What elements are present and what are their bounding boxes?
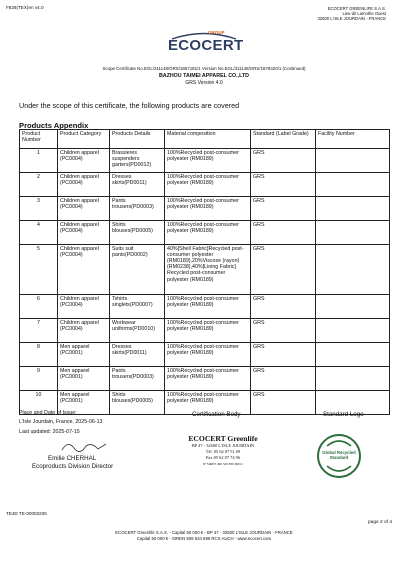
cell-material-composition: 40%[Shell Fabric]Recycled post-consumer polyester (RM0189),20%Viscose (rayon)(RM0238),40%[Lining Fabric] Recycled post-consumer polyester (RM0189) (165, 245, 251, 295)
cell-standard: GRS (251, 245, 316, 295)
cell-standard: GRS (251, 367, 316, 391)
cell-facility-number (316, 245, 390, 295)
cell-product-category: Children apparel (PC0004) (58, 245, 110, 295)
cell-products-details: Dresses skirts(PD0011) (110, 343, 165, 367)
cell-product-number: 8 (20, 343, 58, 367)
stamp-line: N°SIRET 499 529 839 00011 (202, 462, 244, 466)
cell-product-category: Men apparel (PC0001) (58, 391, 110, 415)
grs-logo-line: Standard (329, 455, 349, 460)
cell-product-category: Children apparel (PC0004) (58, 319, 110, 343)
cell-facility-number (316, 319, 390, 343)
table-header-row (20, 130, 390, 149)
footer-line: Capital 50 000 € - SIREN 509 534 696 RCS AUCH - www.ecocert.com (136, 536, 272, 541)
cell-standard: GRS (251, 319, 316, 343)
cell-product-number: 1 (20, 149, 58, 173)
cell-product-category: Children apparel (PC0004) (58, 173, 110, 197)
cell-material-composition: 100%Recycled post-consumer polyester (RM0189) (165, 173, 251, 197)
ecocert-logo (168, 30, 244, 60)
cell-products-details: Brassieres suspenders garters(PD0012) (110, 149, 165, 173)
table-row (20, 221, 390, 245)
cell-material-composition: 100%Recycled post-consumer polyester (RM0189) (165, 319, 251, 343)
cell-standard: GRS (251, 173, 316, 197)
cell-product-number: 6 (20, 295, 58, 319)
appendix-title: Products Appendix (19, 121, 89, 130)
company-name: BAZHOU TAIMEI APPAREL CO.,LTD (158, 73, 250, 79)
stamp-title: ECOCERT Greenlife (188, 434, 258, 443)
place-date-label: Place and Date of Issue: (19, 410, 77, 416)
cell-product-category: Children apparel (PC0004) (58, 197, 110, 221)
cell-material-composition: 100%Recycled post-consumer polyester (RM0189) (165, 367, 251, 391)
cell-standard: GRS (251, 295, 316, 319)
cell-product-number: 5 (20, 245, 58, 295)
stamp-line: Fax 05 62 07 74 96 (205, 455, 241, 460)
cell-material-composition: 100%Recycled post-consumer polyester (RM0189) (165, 295, 251, 319)
cell-product-number: 7 (20, 319, 58, 343)
table-row (20, 173, 390, 197)
signature-icon (60, 438, 110, 454)
company-line: ECOCERT GREENLIFE S.A.S. (327, 6, 386, 11)
cell-products-details: Suits suit pants(PD0002) (110, 245, 165, 295)
scope-certificate-line: Scope Certificate No.EGL/311148/GRS/1867181/1 Version No.EGL/311148/GRS/1878420/1 (Continued) (102, 66, 306, 71)
stamp-line: BP 47 - 32600 L'ISLE JOURDAIN (191, 443, 255, 448)
signatory-name: Emilie CHERHAL (48, 455, 97, 462)
certification-body-label: Certification Body (192, 411, 241, 418)
page-number: page 2 of 4 (368, 520, 393, 525)
logo-group-text: GROUP (208, 30, 225, 35)
cell-product-category: Children apparel (PC0004) (58, 221, 110, 245)
table-row (20, 343, 390, 367)
cell-facility-number (316, 295, 390, 319)
table-row (20, 149, 390, 173)
cell-facility-number (316, 149, 390, 173)
header-products-details: Products Details (110, 130, 165, 149)
logo-wordmark: ECOCERT (168, 37, 244, 54)
footer-line: ECOCERT Greenlife S.A.S. - Capital 50 000 € - BP 47 - 32600 L'ISLE JOURDAIN - FRANCE (115, 530, 293, 535)
stamp-line: Tél. 05 62 07 51 09 (205, 449, 241, 454)
grs-logo-text (315, 450, 363, 460)
standard-version: GRS Version 4.0 (185, 80, 223, 86)
company-address (317, 6, 386, 21)
document-reference: F828(TEX)en v4.0 (6, 5, 44, 10)
cell-standard: GRS (251, 343, 316, 367)
table-row (20, 245, 390, 295)
products-table (19, 129, 390, 415)
grs-logo (315, 432, 363, 480)
table-row (20, 197, 390, 221)
cell-standard: GRS (251, 391, 316, 415)
header-material-composition: Material composition (165, 130, 251, 149)
cell-product-number: 4 (20, 221, 58, 245)
header-standard: Standard (Label Grade) (251, 130, 316, 149)
cell-standard: GRS (251, 221, 316, 245)
cell-facility-number (316, 367, 390, 391)
cell-products-details: Pants trousers(PD0003) (110, 367, 165, 391)
cell-material-composition: 100%Recycled post-consumer polyester (RM0189) (165, 149, 251, 173)
cell-facility-number (316, 221, 390, 245)
cell-material-composition: 100%Recycled post-consumer polyester (RM0189) (165, 221, 251, 245)
table-row (20, 295, 390, 319)
cell-product-category: Children apparel (PC0004) (58, 149, 110, 173)
cell-product-category: Men apparel (PC0001) (58, 343, 110, 367)
place-date-value: L'Isle Jourdain, France, 2025-06-13 (19, 419, 103, 425)
cell-products-details: Pants trousers(PD0003) (110, 197, 165, 221)
cell-product-category: Children apparel (PC0004) (58, 295, 110, 319)
cell-material-composition: 100%Recycled post-consumer polyester (RM0189) (165, 197, 251, 221)
signatory-role: Ecoproducts Division Director (32, 463, 114, 470)
cell-product-number: 3 (20, 197, 58, 221)
cell-facility-number (316, 343, 390, 367)
cell-product-number: 10 (20, 391, 58, 415)
cell-product-category: Men apparel (PC0001) (58, 367, 110, 391)
cell-product-number: 9 (20, 367, 58, 391)
header-product-category: Product Category (58, 130, 110, 149)
table-row (20, 319, 390, 343)
cell-products-details: Shirts blouses(PD0005) (110, 221, 165, 245)
cell-standard: GRS (251, 197, 316, 221)
company-line: 32600 L'ISLE JOURDAIN - FRANCE (317, 16, 386, 21)
intro-text: Under the scope of this certificate, the following products are covered (19, 101, 240, 110)
cell-standard: GRS (251, 149, 316, 173)
cell-products-details: Shirts blouses(PD0005) (110, 391, 165, 415)
cell-products-details: Dresses skirts(PD0011) (110, 173, 165, 197)
cell-products-details: Tshirts singlets(PD0007) (110, 295, 165, 319)
header-facility-number: Facility Number (316, 130, 390, 149)
cell-facility-number (316, 197, 390, 221)
standard-logo-label: Standard Logo (323, 411, 364, 418)
table-row (20, 367, 390, 391)
company-line: Lieu-dit Lamothe Ouest (342, 11, 386, 16)
footer-reference: TE4D TE-00003235 (6, 511, 47, 516)
grs-logo-line: Global Recycled (322, 450, 356, 455)
certification-stamp (183, 434, 263, 467)
cell-products-details: Workwear uniforms(PD0010) (110, 319, 165, 343)
cell-product-number: 2 (20, 173, 58, 197)
last-updated: Last updated: 2025-07-15 (19, 429, 80, 435)
cell-material-composition: 100%Recycled post-consumer polyester (RM0189) (165, 391, 251, 415)
cell-facility-number (316, 173, 390, 197)
cell-material-composition: 100%Recycled post-consumer polyester (RM0189) (165, 343, 251, 367)
header-product-number: Product Number (20, 130, 58, 149)
